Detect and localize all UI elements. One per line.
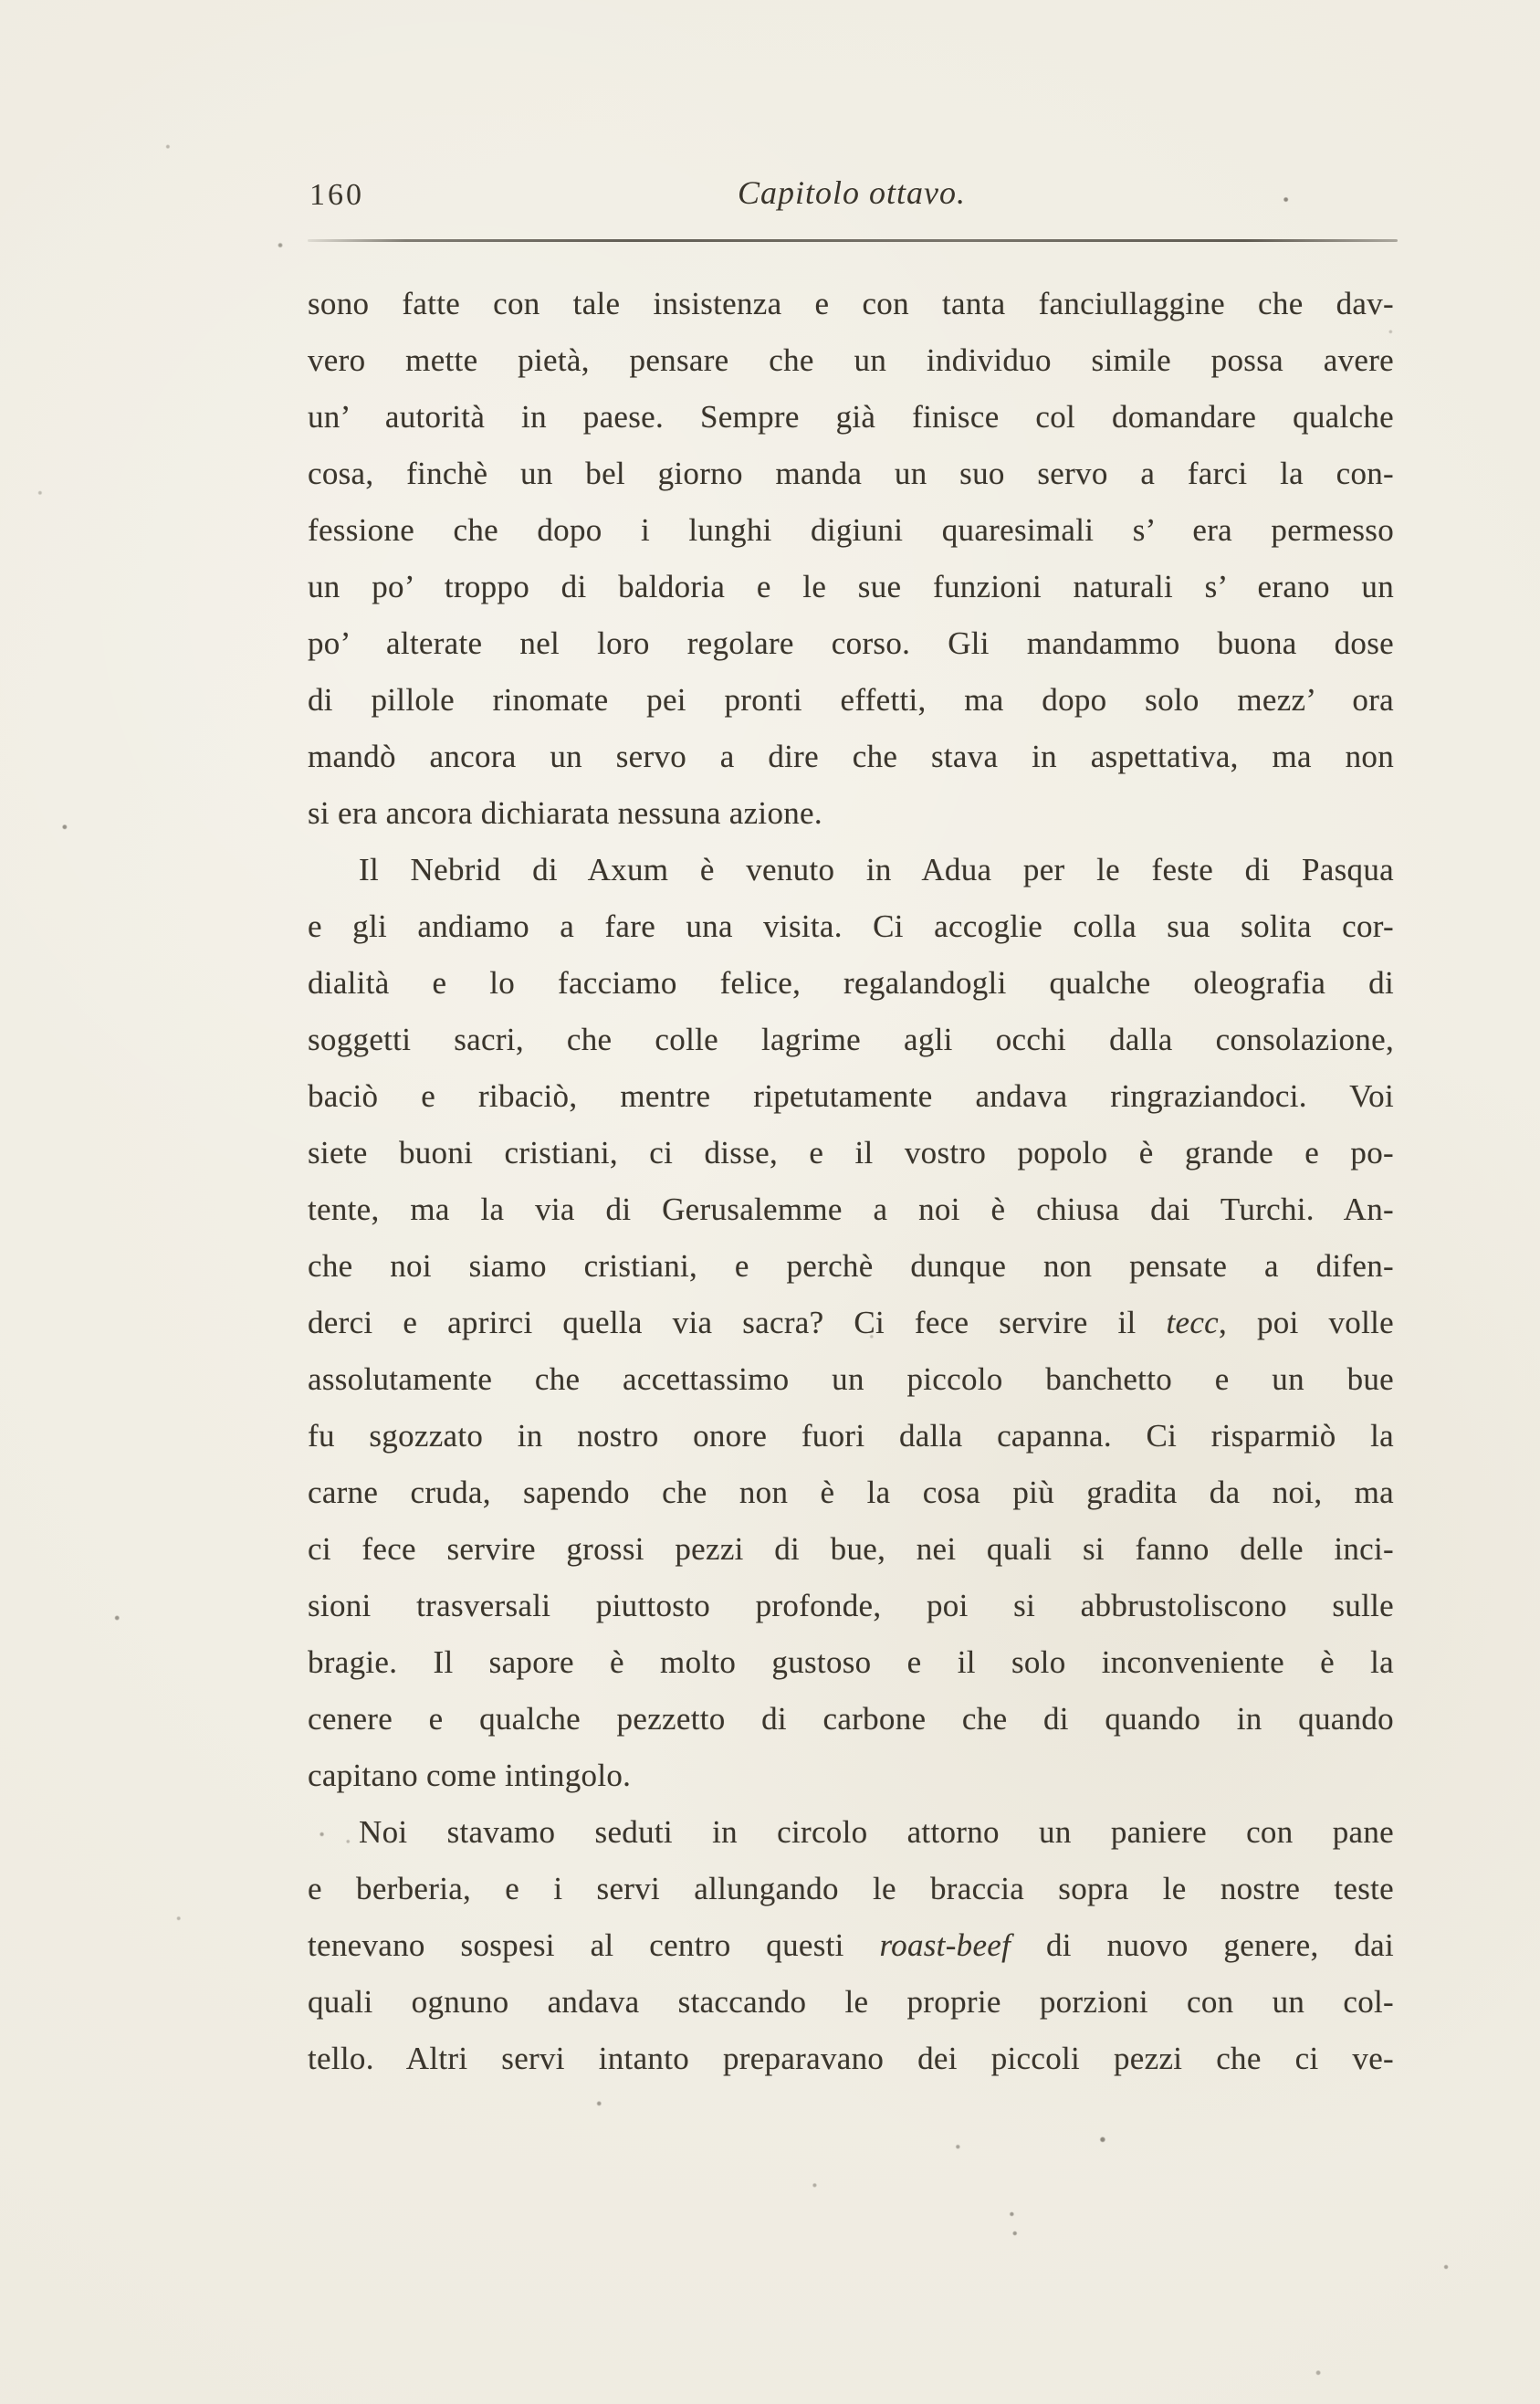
text-line: [308, 1068, 1394, 1125]
text-line: [308, 615, 1394, 672]
text-line: [308, 276, 1394, 332]
text-run: fu sgozzato in nostro onore fuori dalla capanna. Ci risparmiò la: [308, 1418, 1394, 1454]
text-run: capitano come intingolo.: [308, 1758, 632, 1793]
text-run: Il Nebrid di Axum è venuto in Adua per le feste di Pasqua: [359, 852, 1394, 887]
text-line: [308, 1012, 1394, 1068]
text-line: [308, 502, 1394, 559]
text-line: [308, 1691, 1394, 1748]
text-line: [308, 1917, 1394, 1974]
text-run: sioni trasversali piuttosto profonde, poi si abbrustoliscono sulle: [308, 1588, 1394, 1623]
text-run: baciò e ribaciò, mentre ripetutamente andava ringraziandoci. Voi: [308, 1078, 1394, 1114]
text-run: siete buoni cristiani, ci disse, e il vostro popolo è grande e po-: [308, 1135, 1394, 1171]
text-line: [308, 1408, 1394, 1464]
text-line: [308, 1974, 1394, 2031]
text-line: [308, 1634, 1394, 1691]
text-line: [308, 1125, 1394, 1181]
page-header: [308, 173, 1396, 225]
text-run: un’ autorità in paese. Sempre già finisce col domandare qualche: [308, 399, 1394, 435]
text-line: [308, 559, 1394, 615]
text-run: sono fatte con tale insistenza e con tanta fanciullaggine che dav-: [308, 286, 1394, 321]
text-line: [308, 842, 1394, 898]
text-run: di pillole rinomate pei pronti effetti, ma dopo solo mezz’ ora: [308, 682, 1394, 718]
text-run: po’ alterate nel loro regolare corso. Gli mandammo buona dose: [308, 625, 1394, 661]
text-line: [308, 729, 1394, 785]
text-line: [308, 1181, 1394, 1238]
text-line: [308, 955, 1394, 1012]
text-run: e gli andiamo a fare una visita. Ci accoglie colla sua solita cor-: [308, 908, 1394, 944]
text-run: e berberia, e i servi allungando le braccia sopra le nostre teste: [308, 1871, 1394, 1906]
text-run: di nuovo genere, dai: [1011, 1927, 1394, 1963]
text-line: [308, 1521, 1394, 1578]
text-line: [308, 2031, 1394, 2087]
text-line: [308, 1804, 1394, 1861]
text-line: [308, 785, 1394, 842]
text-line: [308, 389, 1394, 446]
page-number: 160: [309, 178, 364, 212]
text-line: [308, 1578, 1394, 1634]
text-run: derci e aprirci quella via sacra? Ci fece servire il: [308, 1305, 1167, 1340]
italic-run: roast-beef: [879, 1927, 1011, 1963]
text-line: [308, 1351, 1394, 1408]
chapter-title: Capitolo ottavo.: [738, 174, 966, 211]
text-run: soggetti sacri, che colle lagrime agli occhi dalla consolazione,: [308, 1022, 1394, 1057]
text-line: [308, 1238, 1394, 1295]
text-run: fessione che dopo i lunghi digiuni quaresimali s’ era permesso: [308, 512, 1394, 548]
text-run: bragie. Il sapore è molto gustoso e il solo inconveniente è la: [308, 1644, 1394, 1680]
text-line: [308, 1464, 1394, 1521]
text-run: tello. Altri servi intanto preparavano dei piccoli pezzi che ci ve-: [308, 2041, 1394, 2076]
text-run: tente, ma la via di Gerusalemme a noi è chiusa dai Turchi. An-: [308, 1192, 1394, 1227]
text-run: dialità e lo facciamo felice, regalandogli qualche oleografia di: [308, 965, 1394, 1001]
text-line: [308, 1748, 1394, 1804]
text-run: cenere e qualche pezzetto di carbone che di quando in quando: [308, 1701, 1394, 1737]
text-line: [308, 332, 1394, 389]
text-run: ci fece servire grossi pezzi di bue, nei quali si fanno delle inci-: [308, 1531, 1394, 1567]
text-run: quali ognuno andava staccando le proprie porzioni con un col-: [308, 1984, 1394, 2020]
text-run: , poi volle: [1219, 1305, 1394, 1340]
text-run: carne cruda, sapendo che non è la cosa più gradita da noi, ma: [308, 1475, 1394, 1510]
italic-run: tecc: [1166, 1305, 1220, 1340]
text-run: che noi siamo cristiani, e perchè dunque non pensate a difen-: [308, 1248, 1394, 1284]
text-line: [308, 1861, 1394, 1917]
text-run: mandò ancora un servo a dire che stava in aspettativa, ma non: [308, 739, 1394, 774]
text-line: [308, 446, 1394, 502]
text-run: vero mette pietà, pensare che un individuo simile possa avere: [308, 342, 1394, 378]
text-run: Noi stavamo seduti in circolo attorno un paniere con pane: [359, 1814, 1394, 1850]
text-line: [308, 898, 1394, 955]
text-run: assolutamente che accettassimo un piccolo banchetto e un bue: [308, 1361, 1394, 1397]
text-run: un po’ troppo di baldoria e le sue funzioni naturali s’ erano un: [308, 569, 1394, 604]
text-block: [308, 276, 1394, 2087]
text-run: cosa, finchè un bel giorno manda un suo servo a farci la con-: [308, 456, 1394, 491]
text-run: si era ancora dichiarata nessuna azione.: [308, 795, 822, 831]
text-line: [308, 672, 1394, 729]
header-rule: [308, 239, 1398, 242]
text-run: tenevano sospesi al centro questi: [308, 1927, 880, 1963]
text-line: [308, 1295, 1394, 1351]
